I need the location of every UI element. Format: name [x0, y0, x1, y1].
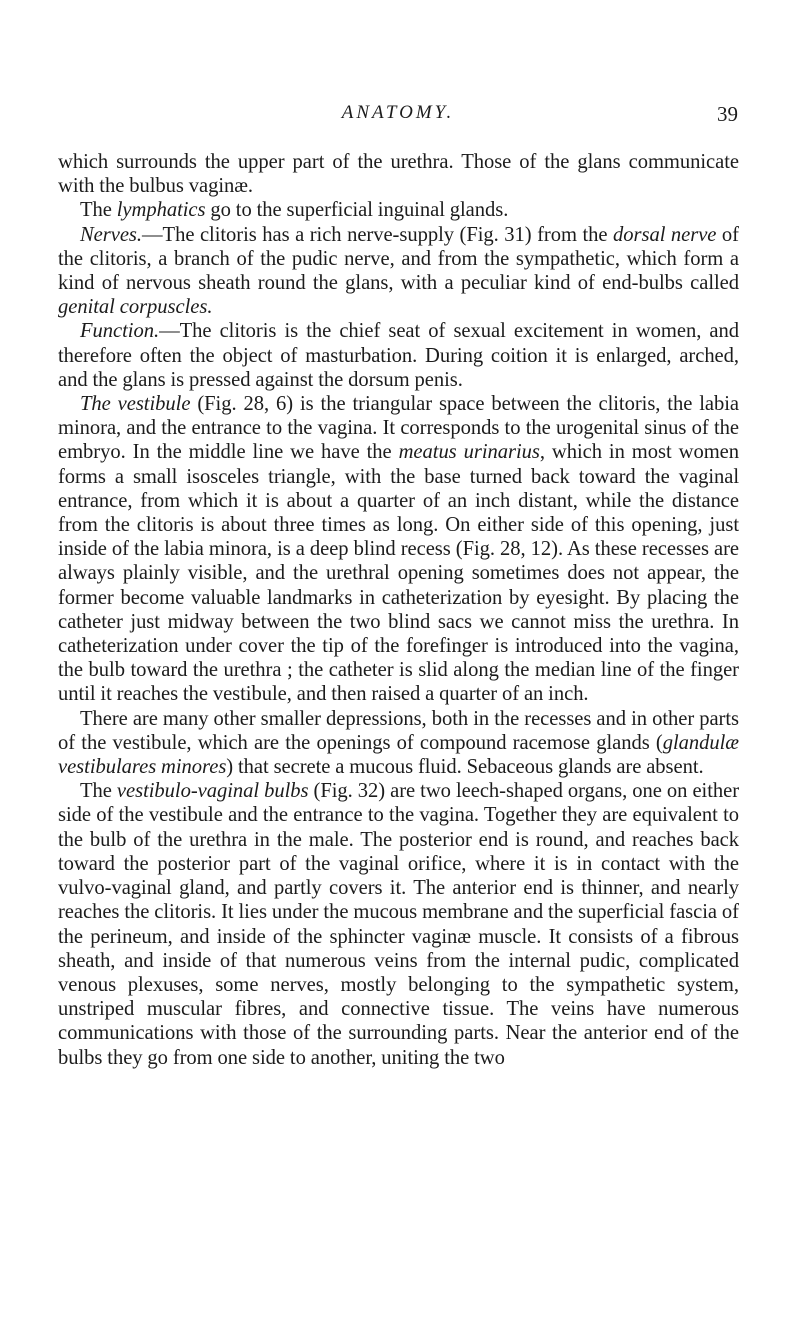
paragraph-vestibulo-vaginal-bulbs: [58, 779, 739, 1069]
page-header: [58, 102, 738, 130]
text-segment: There are many other smaller depressions, both in the recesses and in other parts of the vestibule, which are the openings of compound racemose glands (: [58, 707, 739, 754]
text-segment: —The clitoris is the chief seat of sexual excitement in women, and therefore often the object of masturbation. During coition it is enlarged, arched, and the glans is pressed against the dorsum penis.: [58, 320, 739, 391]
text-segment: go to the superficial inguinal glands.: [205, 199, 509, 222]
paragraph-depressions: [58, 707, 739, 780]
italic-text-segment: Nerves.: [80, 223, 142, 246]
text-segment: ) that secrete a mucous fluid. Sebaceous glands are absent.: [226, 756, 704, 779]
running-title: ANATOMY.: [341, 102, 455, 123]
paragraph-function: [58, 319, 739, 392]
italic-text-segment: genital corpuscles.: [58, 296, 213, 319]
text-segment: which surrounds the upper part of the urethra. Those of the glans communicate with the bulbus vaginæ.: [58, 151, 739, 198]
text-segment: The: [80, 199, 117, 222]
paragraph-vestibule: [58, 392, 739, 707]
italic-text-segment: lymphatics: [116, 199, 206, 222]
italic-text-segment: The vestibule: [80, 393, 191, 416]
text-segment: of the clitoris, a branch of the pudic nerve, and from the sympathetic, which form a kind of nervous sheath round the glans, with a peculiar kind of end-bulbs called: [58, 223, 739, 295]
text-segment: , which in most women forms a small isosceles triangle, with the base turned back toward the vaginal entrance, from which it is about a quarter of an inch distant, while the distance from the clitoris is about three times as long. On either side of this opening, just inside of the labia minora, is a deep blind recess (Fig. 28, 12). As these recesses are always plainly visible, and the urethral opening sometimes does not appear, the former become valuable landmarks in catheterization by eyesight. By placing the catheter just midway between the two blind sacs we cannot miss the urethra. In catheterization under cover the tip of the forefinger is introduced into the vagina, the bulb toward the urethra ; the catheter is slid along the median line of the finger until it reaches the vestibule, and then raised a quarter of an inch.: [58, 441, 739, 706]
italic-text-segment: Function.: [80, 320, 160, 343]
paragraph-continuation: [58, 150, 739, 198]
paragraph-lymphatics: [58, 198, 739, 222]
text-segment: The: [80, 780, 117, 803]
body-text: [58, 150, 739, 1070]
text-segment: —The clitoris has a rich nerve-supply (Fig. 31) from the: [142, 223, 614, 246]
italic-text-segment: meatus urinarius: [398, 441, 540, 464]
italic-text-segment: dorsal nerve: [613, 223, 717, 246]
italic-text-segment: vestibulo-vaginal bulbs: [116, 780, 309, 803]
page-number: 39: [717, 102, 738, 126]
text-segment: (Fig. 28, 6) is the triangular space between the clitoris, the labia minora, and the entrance to the vagina. It corresponds to the urogenital sinus of the embryo. In the middle line we have the: [58, 393, 740, 464]
text-segment: (Fig. 32) are two leech-shaped organs, one on either side of the vestibule and the entrance to the vagina. Together they are equivalent to the bulb of the urethra in the male. The posterior end is round, and reaches back toward the posterior part of the vaginal orifice, where it is in contact with the vulvo-vaginal gland, and partly covers it. The anterior end is thinner, and nearly reaches the clitoris. It lies under the mucous membrane and the superficial fascia of the perineum, and inside of the sphincter vaginæ muscle. It consists of a fibrous sheath, and inside of that numerous veins from the internal pudic, complicated venous plexuses, some nerves, mostly belonging to the sympathetic system, unstriped muscular fibres, and connective tissue. The veins have numerous communications with those of the surrounding parts. Near the anterior end of the bulbs they go from one side to another, uniting the two: [58, 780, 740, 1069]
italic-text-segment: glandulæ vestibulares minores: [58, 731, 739, 779]
paragraph-nerves: [58, 223, 739, 320]
